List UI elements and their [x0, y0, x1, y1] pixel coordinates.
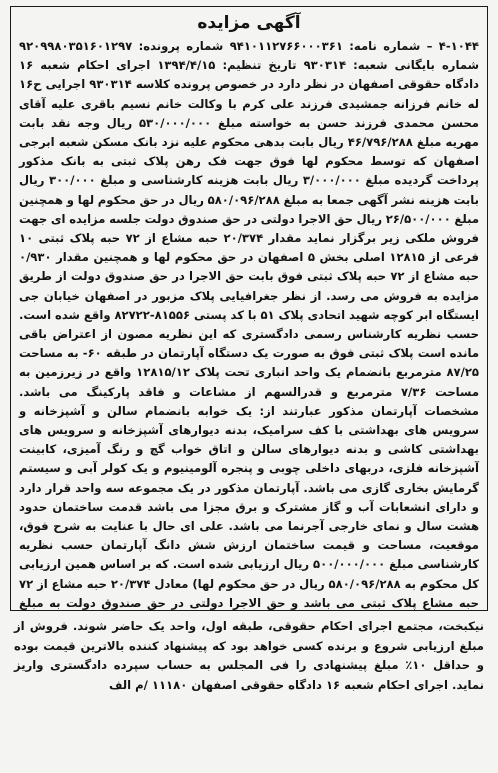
notice-frame	[10, 6, 488, 611]
notice-footer: نیکبخت، مجتمع اجرای احکام حقوقی، طبقه اول، واحد یک حاضر شوند. فروش از مبلغ ارزیابی شروع و برنده کسی خواهد بود که پیشنهاد کننده بالاترین قیمت بوده و حداقل ۱۰٪ مبلغ پیشنهادی را فی المجلس به حساب سپرده دادگستری واریز نماید. اجرای احکام شعبه ۱۶ دادگاه حقوقی اصفهان ۱۱۱۸۰ /م الف	[14, 619, 484, 692]
notice-body: ۴-۱۰۴۴ – شماره نامه: ۹۴۱۰۱۱۲۷۶۶۰۰۰۳۶۱ شماره پرونده: ۹۲۰۹۹۸۰۳۵۱۶۰۱۲۹۷ شماره بایگانی شعبه: ۹۳۰۳۱۴ تاریخ تنظیم: ۱۳۹۴/۴/۱۵ اجرای احکام شعبه ۱۶ دادگاه حقوقی اصفهان در نظر دارد در خصوص پرونده کلاسه ۹۳۰۳۱۴ اجرایی ح۱۶ له خانم فرزانه جمشیدی فرزند علی کرم با وکالت خانم نسیم باقری علیه آقای محسن محمدی فرزند حسن به خواسته مبلغ ۵۳۰/۰۰۰/۰۰۰ ریال وجه نقد بابت مهریه مبلغ ۴۶/۷۹۶/۲۸۸ ریال بابت بدهی محکوم علیه نزد بانک مسکن شعبه ابرجی اصفهان که توسط محکوم لها فوق جهت فک رهن پلاک ثبتی به بانک مذکور پرداخت گردیده مبلغ ۳/۰۰۰/۰۰۰ ریال بابت هزینه کارشناسی و مبلغ ۳۰۰/۰۰۰ ریال بابت هزینه نشر آگهی جمعا به مبلغ ۵۸۰/۰۹۶/۲۸۸ ریال در حق محکوم لها و همچنین مبلغ ۲۶/۵۰۰/۰۰۰ ریال حق الاجرا دولتی در حق صندوق دولت جلسه مزایده ای جهت فروش ملکی زیر برگزار نماید مقدار ۲۰/۳۷۴ حبه مشاع از ۷۲ حبه پلاک ثبتی ۱۰ فرعی از ۱۲۸۱۵ اصلی بخش ۵ اصفهان در حق محکوم لها و همچنین مقدار ۰/۹۳۰ حبه مشاع از ۷۲ حبه پلاک ثبتی فوق بابت حق الاجرا در حق صندوق دولت از طریق مزایده به فروش می رسد. از نظر جغرافیایی پلاک مزبور در اصفهان خیابان جی ایستگاه ابر کوچه شهید اتحادی پلاک ۵۱ با کد پستی ۸۱۵۵۶-۸۲۷۲۲ واقع شده است. حسب نظریه کارشناس رسمی دادگستری که این نظریه مصون از اعتراض باقی مانده است پلاک ثبتی فوق به صورت یک دستگاه آپارتمان در طبقه ۶۰- به مساحت ۸۷/۲۵ مترمربع بانضمام یک واحد انباری تحت پلاک ۱۲۸۱۵/۱۲ واقع در زیرزمین به مساحت ۷/۳۶ مترمربع و قدرالسهم از مشاعات و فاقد پارکینگ می باشد. مشخصات آپارتمان مذکور عبارتند از: یک خوابه بانضمام سالن و آشپزخانه و سرویس های بهداشتی با کف سرامیک، بدنه دیوارهای آشپزخانه و سرویس های بهداشتی کاشی و بدنه دیوارهای سالن و اتاق خواب گچ و رنگ آمیزی، کابینت آشپزخانه فلزی، دربهای داخلی چوبی و پنجره آلومینیوم و یک کولر آبی و سیستم گرمایش بخاری گازی می باشد. آپارتمان مذکور در یک مجموعه سه واحد قرار دارد و دارای انشعابات آب و گاز مشترک و برق مجزا می باشد قدمت ساختمان حدود هشت سال و نمای خارجی آجرنما می باشد. علی ای حال با عنایت به شرح فوق، موقعیت، مساحت و قیمت ساختمان ارزش شش دانگ آپارتمان حسب نظریه کارشناسی مبلغ ۵۰۰/۰۰۰/۰۰۰ ریال ارزیابی شده است. که بر اساس همین ارزیابی کل محکوم به ۵۸۰/۰۹۶/۲۸۸ ریال در حق محکوم لها) معادل ۲۰/۳۷۴ حبه مشاع از ۷۲ حبه مشاع پلاک ثبتی می باشد و حق الاجرا دولتی در حق صندوق دولت به مبلغ	[19, 39, 480, 610]
notice-title: آگهی مزایده	[197, 13, 301, 33]
